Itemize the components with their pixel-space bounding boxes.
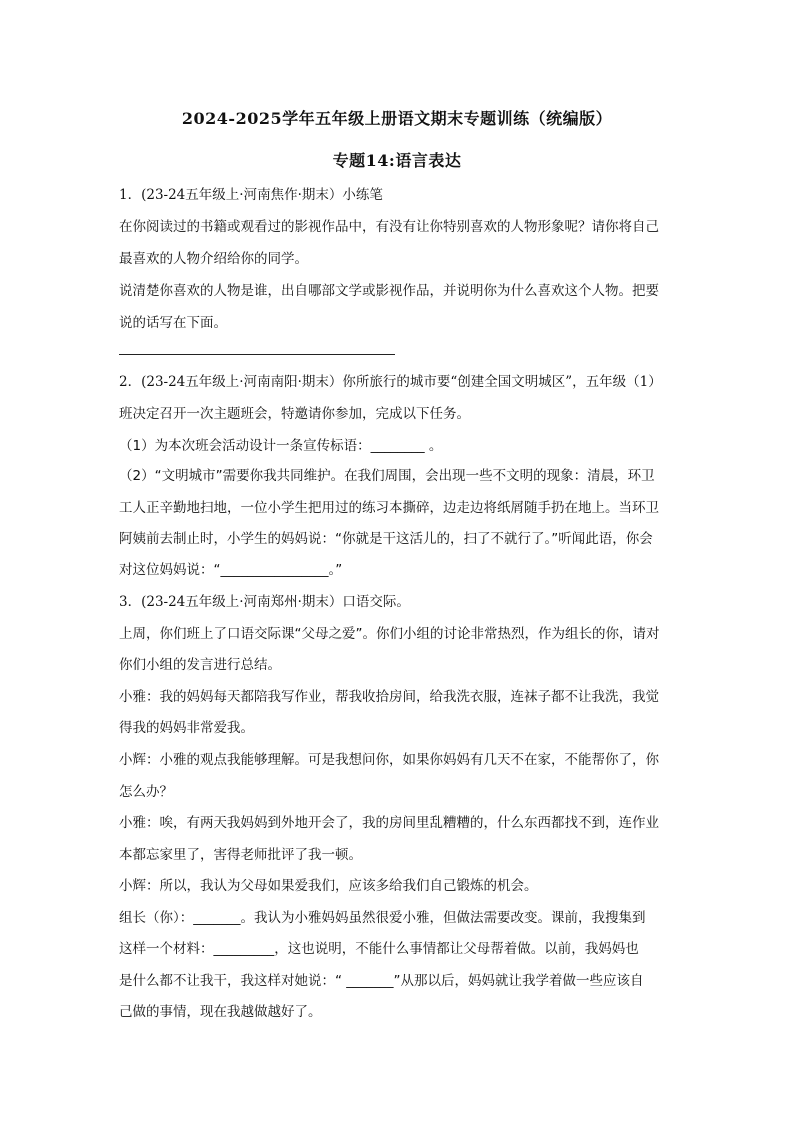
document-subtitle: 专题14:语言表达 — [332, 151, 462, 170]
question-2-text-line: 阿姨前去制止时，小学生的妈妈说：“你就是干这活儿的，扫了不就行了。”听闻此语，你会 — [119, 531, 653, 547]
question-1-text-line: 最喜欢的人物介绍给你的同学。 — [119, 251, 308, 267]
question-1-heading: 1．(23-24五年级上·河南焦作·期末）小练笔 — [119, 187, 383, 203]
question-2-text-line: 班决定召开一次主题班会，特邀请你参加，完成以下任务。 — [119, 406, 470, 422]
question-3-text-line: 上周，你们班上了口语交际课“父母之爱”。你们小组的讨论非常热烈，作为组长的你，请对 — [119, 626, 660, 642]
question-3-text-line: 你们小组的发言进行总结。 — [119, 657, 281, 673]
document-title: 2024-2025学年五年级上册语文期末专题训练（统编版） — [181, 109, 613, 128]
question-3-text-line: 小雅：唉，有两天我妈妈到外地开会了，我的房间里乱糟糟的，什么东西都找不到，连作业 — [119, 815, 659, 831]
question-3-text-line: 怎么办？ — [119, 784, 173, 800]
question-2-heading: 2．(23-24五年级上·河南南阳·期末）你所旅行的城市要“创建全国文明城区”，五年级（1） — [119, 374, 662, 390]
question-2-text-line: 工人正辛勤地扫地，一位小学生把用过的练习本撕碎，边走边将纸屑随手扔在地上。当环卫 — [119, 500, 659, 516]
question-3-text-line: 小辉：小雅的观点我能够理解。可是我想问你，如果你妈妈有几天不在家，不能帮你了，你 — [119, 752, 659, 768]
question-3-text-line: 小辉：所以，我认为父母如果爱我们，应该多给我们自己锻炼的机会。 — [119, 878, 538, 894]
question-2-subquestion-2: （2）“文明城市”需要你我共同维护。在我们周围，会出现一些不文明的现象：清晨，环卫 — [119, 468, 655, 484]
question-3-text-line: 得我的妈妈非常爱我。 — [119, 720, 254, 736]
question-3-text-line: 己做的事情，现在我越做越好了。 — [119, 1004, 322, 1020]
question-3-text-line: 这样一个材料：_________，这也说明，不能什么事情都让父母帮着做。以前，我妈妈也 — [119, 941, 639, 957]
question-1-text-line: 说的话写在下面。 — [119, 315, 227, 331]
question-3-text-line: 组长（你）：_______。我认为小雅妈妈虽然很爱小雅，但做法需要改变。课前，我搜集到 — [119, 910, 646, 926]
question-1-text-line: 在你阅读过的书籍或观看过的影视作品中，有没有让你特别喜欢的人物形象呢？请你将自己 — [119, 219, 659, 235]
question-2-subquestion-1: （1）为本次班会活动设计一条宣传标语：________ 。 — [119, 438, 443, 454]
question-2-text-line: 对这位妈妈说：“________________。” — [119, 562, 343, 578]
answer-line — [119, 354, 395, 355]
question-3-text-line: 本都忘家里了，害得老师批评了我一顿。 — [119, 847, 362, 863]
question-3-text-line: 小雅：我的妈妈每天都陪我写作业，帮我收拾房间，给我洗衣服，连袜子都不让我洗，我觉 — [119, 689, 659, 705]
question-3-text-line: 是什么都不让我干，我这样对她说：“ _______”从那以后，妈妈就让我学着做一些应该自 — [119, 973, 644, 989]
question-3-heading: 3．(23-24五年级上·河南郑州·期末）口语交际。 — [119, 594, 410, 610]
question-1-text-line: 说清楚你喜欢的人物是谁，出自哪部文学或影视作品，并说明你为什么喜欢这个人物。把要 — [119, 283, 659, 299]
